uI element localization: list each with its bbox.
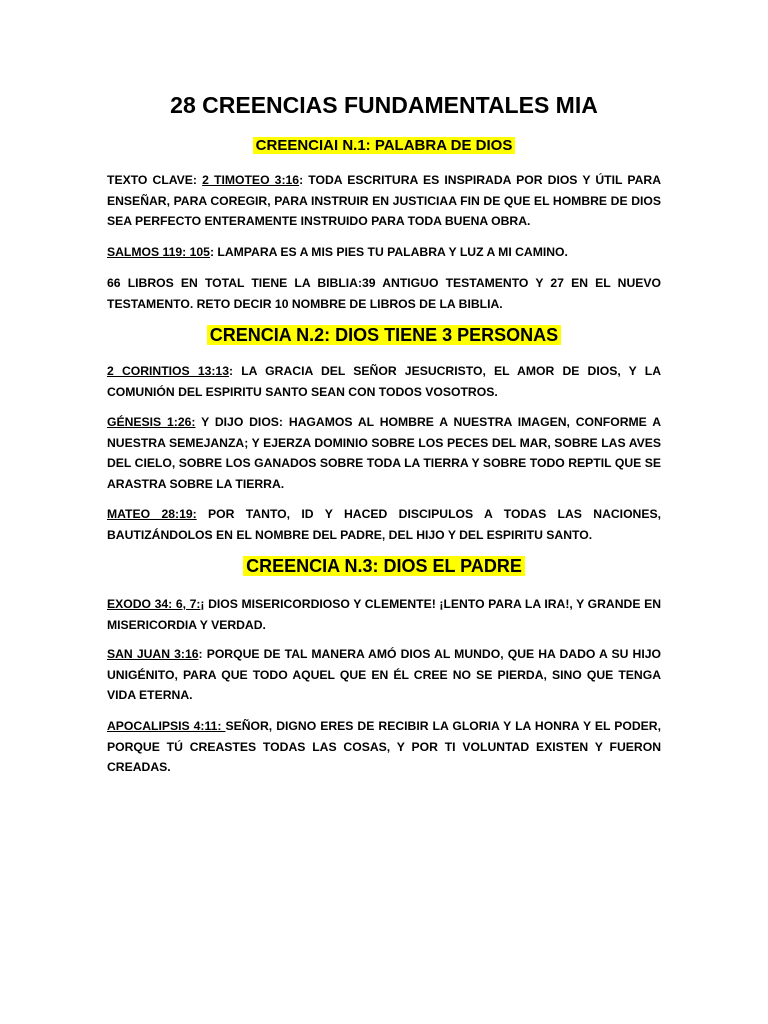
paragraph-text: : TODA ESCRITURA ES INSPIRADA POR DIOS Y ÚTIL PARA ENSEÑAR, PARA COREGIR, PARA INSTRUIR EN JUSTICIAA FIN DE QUE EL HOMBRE DE DIOS SEA PERFECTO ENTERAMENTE INSTRUIDO PARA TODA BUENA OBRA. bbox=[107, 173, 661, 229]
paragraph-lead: TEXTO CLAVE: bbox=[107, 173, 203, 187]
bible-reference: 2 TIMOTEO 3:16 bbox=[202, 173, 300, 187]
section-3-heading bbox=[0, 556, 768, 577]
bible-reference: APOCALIPSIS 4:11: bbox=[107, 719, 226, 733]
paragraph-text: Y DIJO DIOS: HAGAMOS AL HOMBRE A NUESTRA IMAGEN, CONFORME A NUESTRA SEMEJANZA; Y EJERZA DOMINIO SOBRE LOS PECES DEL MAR, SOBRE LAS AVES DEL CIELO, SOBRE LOS GANADOS SOBRE TODA LA TIERRA Y SOBRE TODO REPTIL QUE SE ARASTRA SOBRE LA TIERRA. bbox=[107, 415, 661, 491]
section-2-paragraph-2 bbox=[107, 412, 661, 494]
section-3-paragraph-1 bbox=[107, 594, 661, 635]
paragraph-text: 66 LIBROS EN TOTAL TIENE LA BIBLIA:39 ANTIGUO TESTAMENTO Y 27 EN EL NUEVO TESTAMENTO. RETO DECIR 10 NOMBRE DE LIBROS DE LA BIBLIA. bbox=[107, 276, 661, 311]
bible-reference: MATEO 28:19: bbox=[107, 507, 197, 521]
paragraph-text: : PORQUE DE TAL MANERA AMÓ DIOS AL MUNDO, QUE HA DADO A SU HIJO UNIGÉNITO, PARA QUE TODO AQUEL QUE EN ÉL CREE NO SE PIERDA, SINO QUE TENGA VIDA ETERNA. bbox=[107, 647, 661, 703]
paragraph-text: : LA GRACIA DEL SEÑOR JESUCRISTO, EL AMOR DE DIOS, Y LA COMUNIÓN DEL ESPIRITU SANTO SEAN CON TODOS VOSOTROS. bbox=[107, 364, 661, 399]
bible-reference: SAN JUAN 3:16 bbox=[107, 647, 199, 661]
paragraph-text: : LAMPARA ES A MIS PIES TU PALABRA Y LUZ A MI CAMINO. bbox=[209, 245, 568, 259]
paragraph-text: POR TANTO, ID Y HACED DISCIPULOS A TODAS LAS NACIONES, BAUTIZÁNDOLOS EN EL NOMBRE DEL PADRE, DEL HIJO Y DEL ESPIRITU SANTO. bbox=[107, 507, 661, 542]
bible-reference: SALMOS 119: 105 bbox=[107, 245, 210, 259]
bible-reference: GÉNESIS 1:26: bbox=[107, 415, 196, 429]
section-1-paragraph-3 bbox=[107, 273, 661, 314]
section-2-paragraph-3 bbox=[107, 504, 661, 545]
bible-reference: EXODO 34: 6, 7:¡ bbox=[107, 597, 205, 611]
page-title: 28 CREENCIAS FUNDAMENTALES MIA bbox=[170, 92, 598, 118]
bible-reference: 2 CORINTIOS 13:13 bbox=[107, 364, 229, 378]
section-3-heading-text: CREENCIA N.3: DIOS EL PADRE bbox=[243, 556, 525, 576]
section-3-paragraph-2 bbox=[107, 644, 661, 706]
section-2-heading bbox=[0, 325, 768, 346]
section-1-heading bbox=[0, 137, 768, 154]
section-1-paragraph-2 bbox=[107, 242, 661, 263]
section-2-paragraph-1 bbox=[107, 361, 661, 402]
paragraph-text: SEÑOR, DIGNO ERES DE RECIBIR LA GLORIA Y LA HONRA Y EL PODER, PORQUE TÚ CREASTES TODAS LAS COSAS, Y POR TI VOLUNTAD EXISTEN Y FUERON CREADAS. bbox=[107, 719, 661, 775]
paragraph-text: DIOS MISERICORDIOSO Y CLEMENTE! ¡LENTO PARA LA IRA!, Y GRANDE EN MISERICORDIA Y VERDAD. bbox=[107, 597, 661, 632]
section-1-heading-text: CREENCIAI N.1: PALABRA DE DIOS bbox=[253, 137, 516, 154]
section-3-paragraph-3 bbox=[107, 716, 661, 778]
section-2-heading-text: CRENCIA N.2: DIOS TIENE 3 PERSONAS bbox=[207, 325, 561, 345]
section-1-paragraph-1 bbox=[107, 170, 661, 232]
